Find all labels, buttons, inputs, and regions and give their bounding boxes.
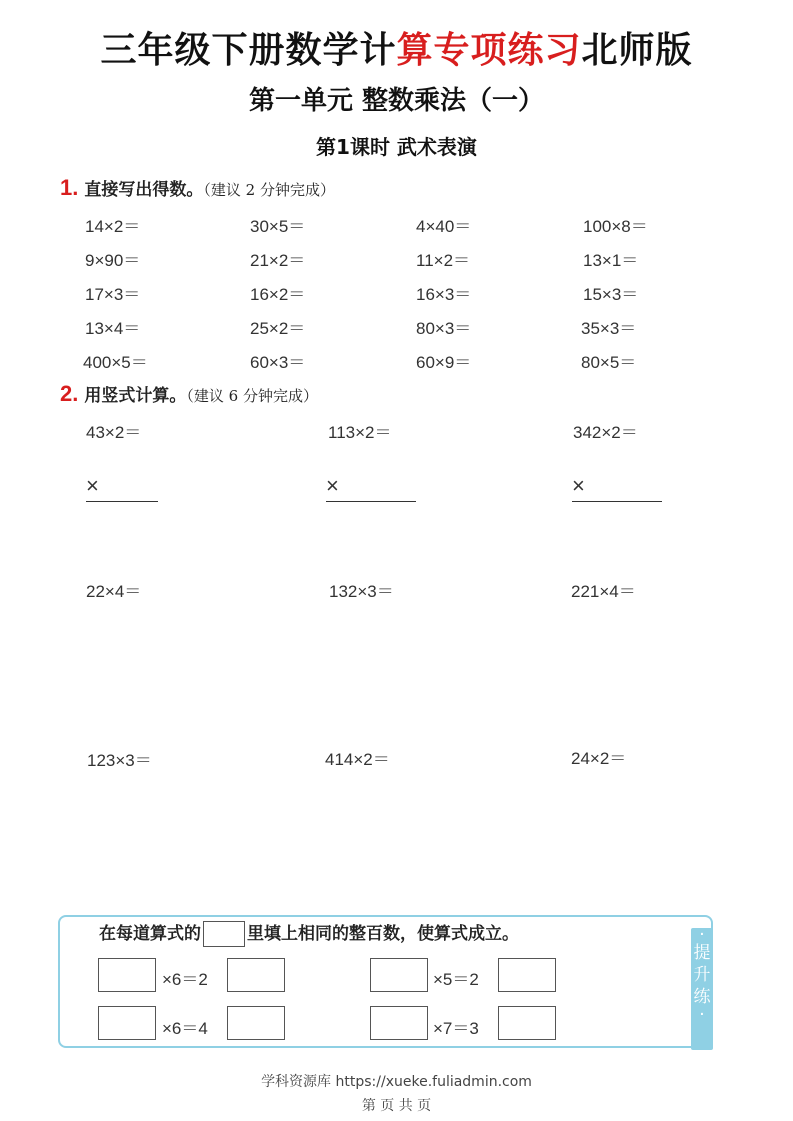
oral-problem: 14×2＝ <box>85 217 141 236</box>
vertical-problem: 24×2＝ <box>571 749 627 768</box>
oral-problem: 11×2＝ <box>416 251 471 270</box>
vertical-calc-line <box>86 475 158 502</box>
oral-problem: 4×40＝ <box>416 217 472 236</box>
section2-heading <box>60 381 318 407</box>
oral-problem: 16×3＝ <box>416 285 472 304</box>
section1-number: 1. <box>60 175 79 200</box>
section2-title: 用竖式计算。 <box>84 386 187 406</box>
section2-number: 2. <box>60 381 79 406</box>
answer-box[interactable] <box>370 1006 428 1040</box>
oral-problem: 80×3＝ <box>416 319 472 338</box>
answer-box[interactable] <box>227 958 285 992</box>
times-sign: × <box>86 473 99 498</box>
vertical-problem: 414×2＝ <box>325 750 390 769</box>
page-title <box>0 22 793 73</box>
lesson-title: 第1课时 武术表演 <box>316 135 477 159</box>
tab-dot: · <box>699 925 705 945</box>
oral-problem: 30×5＝ <box>250 217 306 236</box>
section2-hint: （建议 6 分钟完成） <box>186 387 318 405</box>
oral-problem: 17×3＝ <box>85 285 141 304</box>
times-sign: × <box>326 473 339 498</box>
tab-dot: · <box>699 1005 705 1025</box>
answer-box[interactable] <box>98 958 156 992</box>
section1-heading <box>60 175 335 201</box>
vertical-problem: 221×4＝ <box>571 582 636 601</box>
oral-problem: 25×2＝ <box>250 319 306 338</box>
vertical-problem: 22×4＝ <box>86 582 142 601</box>
answer-box[interactable] <box>498 958 556 992</box>
oral-problem: 16×2＝ <box>250 285 306 304</box>
oral-problem: 35×3＝ <box>581 319 637 338</box>
answer-box[interactable] <box>498 1006 556 1040</box>
times-sign: × <box>572 473 585 498</box>
sample-blank-box <box>203 921 245 947</box>
unit-subtitle: 第一单元 整数乘法（一） <box>248 86 545 116</box>
improvement-tab <box>691 925 713 1050</box>
oral-problem: 13×1＝ <box>583 251 639 270</box>
fill-equation: ×7＝3 <box>433 1019 479 1038</box>
oral-problem: 60×9＝ <box>416 353 472 372</box>
fill-equation: ×5＝2 <box>433 970 479 989</box>
instruction-after: 里填上相同的整百数，使算式成立。 <box>247 924 519 944</box>
page-footer: 第 页 共 页 <box>361 1098 432 1114</box>
oral-problem: 100×8＝ <box>583 217 648 236</box>
section1-hint: （建议 2 分钟完成） <box>203 181 335 199</box>
vertical-problem: 113×2＝ <box>328 423 392 442</box>
vertical-problem: 132×3＝ <box>329 582 394 601</box>
oral-problem: 400×5＝ <box>83 353 148 372</box>
vertical-calc-line <box>572 475 662 502</box>
section1-title: 直接写出得数。 <box>84 180 204 200</box>
title-highlight: 算专项练习 <box>396 30 582 71</box>
answer-box[interactable] <box>98 1006 156 1040</box>
vertical-calc-line <box>326 475 416 502</box>
oral-problem: 9×90＝ <box>85 251 141 270</box>
vertical-problem: 342×2＝ <box>573 423 638 442</box>
extension-instruction <box>99 919 519 947</box>
oral-problem: 21×2＝ <box>250 251 306 270</box>
instruction-before: 在每道算式的 <box>99 924 201 944</box>
tab-char: 练 <box>693 987 711 1007</box>
vertical-problem: 43×2＝ <box>86 423 142 442</box>
vertical-problem: 123×3＝ <box>87 751 152 770</box>
oral-problem: 80×5＝ <box>581 353 637 372</box>
title-part2: 北师版 <box>581 30 693 71</box>
tab-char: 提 <box>693 943 711 963</box>
oral-problem: 13×4＝ <box>85 319 141 338</box>
fill-equation: ×6＝2 <box>162 970 208 989</box>
answer-box[interactable] <box>227 1006 285 1040</box>
oral-problem: 15×3＝ <box>583 285 639 304</box>
tab-char: 升 <box>693 965 711 985</box>
oral-problem: 60×3＝ <box>250 353 306 372</box>
source-footer: 学科资源库 https://xueke.fuliadmin.com <box>261 1074 532 1090</box>
answer-box[interactable] <box>370 958 428 992</box>
title-part1: 三年级下册数学计 <box>100 30 397 71</box>
fill-equation: ×6＝4 <box>162 1019 208 1038</box>
